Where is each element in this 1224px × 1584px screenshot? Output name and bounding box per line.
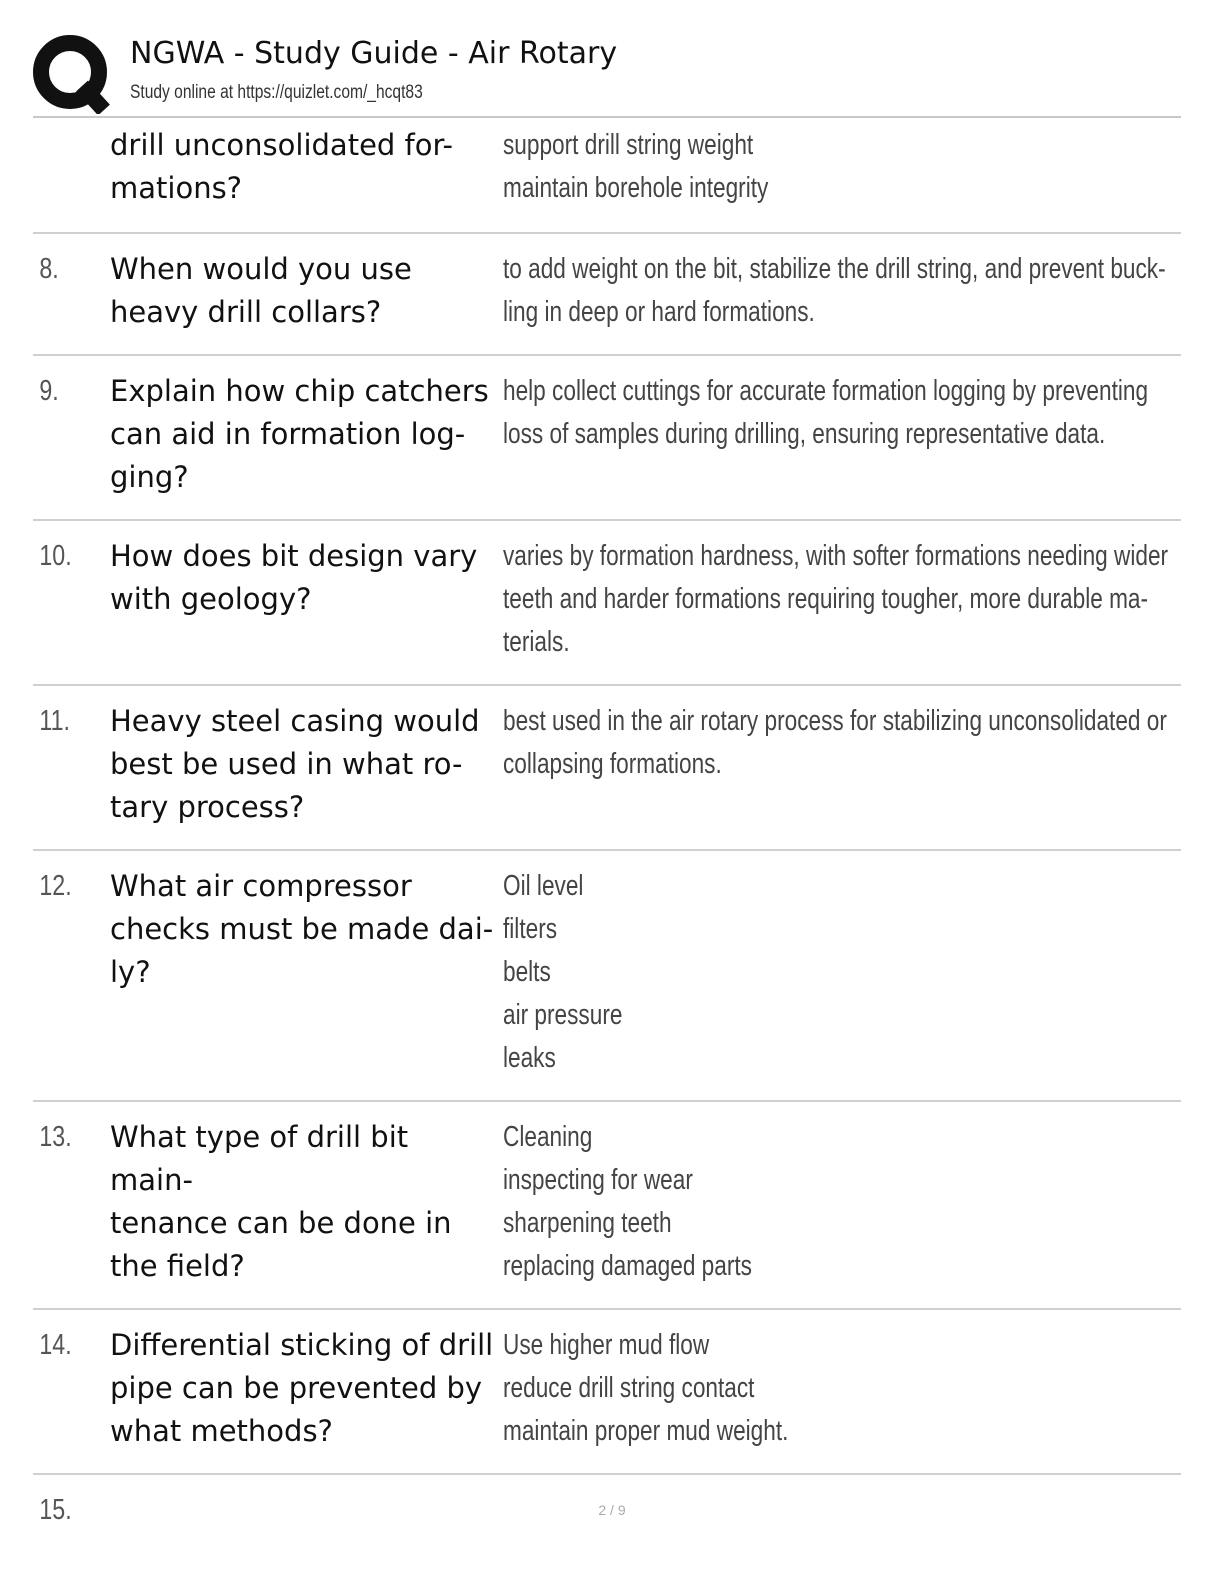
flashcard-row [33, 521, 1181, 686]
flashcard-row [33, 686, 1181, 851]
definition-line: replacing damaged parts [503, 1250, 752, 1282]
definition-line: reduce drill string contact [503, 1372, 755, 1404]
flashcard-row [33, 1102, 1181, 1310]
term-line: checks must be made dai- [110, 912, 494, 946]
term-line: heavy drill collars? [110, 295, 382, 329]
definition-line: to add weight on the bit, stabilize the drill string, and prevent buck- [503, 253, 1166, 285]
flashcard-row [33, 851, 1181, 1102]
card-definition [503, 1116, 1181, 1288]
term-line: drill unconsolidated for- [110, 128, 454, 162]
quizlet-logo-icon [32, 34, 112, 114]
card-term [110, 1116, 503, 1288]
flashcard-row [33, 356, 1181, 521]
card-term [110, 865, 503, 1080]
definition-line: loss of samples during drilling, ensuring representative data. [503, 418, 1106, 450]
card-number: 15. [39, 1494, 72, 1526]
term-line: Heavy steel casing would [110, 704, 480, 738]
study-online-link[interactable]: Study online at https://quizlet.com/_hcqt83 [130, 82, 423, 103]
flashcard-list [33, 118, 1181, 1552]
definition-line: teeth and harder formations requiring tougher, more durable ma- [503, 583, 1149, 615]
definition-line: leaks [503, 1042, 556, 1074]
card-number: 10. [39, 540, 72, 572]
card-term [110, 124, 503, 210]
term-line: ging? [110, 460, 189, 494]
card-term [110, 248, 503, 334]
term-line: the field? [110, 1249, 245, 1283]
term-line: tenance can be done in [110, 1206, 452, 1240]
card-definition [503, 865, 1181, 1080]
card-number: 13. [39, 1121, 72, 1153]
term-line: Differential sticking of drill [110, 1328, 494, 1362]
term-line: mations? [110, 171, 243, 205]
term-line: pipe can be prevented by [110, 1371, 483, 1405]
term-line: with geology? [110, 582, 312, 616]
page-header [30, 30, 1190, 116]
definition-line: Cleaning [503, 1121, 593, 1153]
card-number: 11. [39, 705, 70, 737]
card-number [33, 124, 95, 210]
card-term [110, 370, 503, 499]
definition-line: air pressure [503, 999, 623, 1031]
card-definition [503, 370, 1181, 499]
term-line: How does bit design vary [110, 539, 478, 573]
card-term [110, 535, 503, 664]
card-term [110, 700, 503, 829]
term-line: best be used in what ro- [110, 747, 463, 781]
definition-line: support drill string weight [503, 129, 754, 161]
term-line: tary process? [110, 790, 305, 824]
definition-line: best used in the air rotary process for stabilizing unconsolidated or [503, 705, 1167, 737]
definition-line: Oil level [503, 870, 584, 902]
flashcard-row [33, 234, 1181, 356]
card-definition [503, 248, 1181, 334]
definition-line: inspecting for wear [503, 1164, 693, 1196]
card-number: 9. [39, 375, 59, 407]
card-term [110, 1324, 503, 1453]
term-line: Explain how chip catchers [110, 374, 489, 408]
definition-line: help collect cuttings for accurate formation logging by preventing [503, 375, 1149, 407]
definition-line: terials. [503, 626, 570, 658]
card-definition [503, 124, 1181, 210]
definition-line: maintain borehole integrity [503, 172, 769, 204]
definition-line: filters [503, 913, 558, 945]
definition-line: maintain proper mud weight. [503, 1415, 789, 1447]
flashcard-row [33, 118, 1181, 234]
definition-line: belts [503, 956, 551, 988]
definition-line: varies by formation hardness, with softer formations needing wider [503, 540, 1169, 572]
card-number: 12. [39, 870, 72, 902]
definition-line: sharpening teeth [503, 1207, 672, 1239]
definition-line: Use higher mud flow [503, 1329, 710, 1361]
term-line: What air compressor [110, 869, 412, 903]
term-line: what methods? [110, 1414, 333, 1448]
term-line: can aid in formation log- [110, 417, 466, 451]
card-number: 8. [39, 253, 59, 285]
card-definition [503, 535, 1181, 664]
card-definition [503, 1324, 1181, 1453]
card-number: 14. [39, 1329, 72, 1361]
definition-line: ling in deep or hard formations. [503, 296, 815, 328]
definition-line: collapsing formations. [503, 748, 722, 780]
term-line: When would you use [110, 252, 412, 286]
term-line: What type of drill bit main- [110, 1120, 409, 1197]
card-definition [503, 700, 1181, 829]
document-title: NGWA - Study Guide - Air Rotary [130, 36, 618, 71]
term-line: ly? [110, 955, 151, 989]
page-number: 2 / 9 [598, 1502, 626, 1518]
flashcard-row [33, 1310, 1181, 1475]
